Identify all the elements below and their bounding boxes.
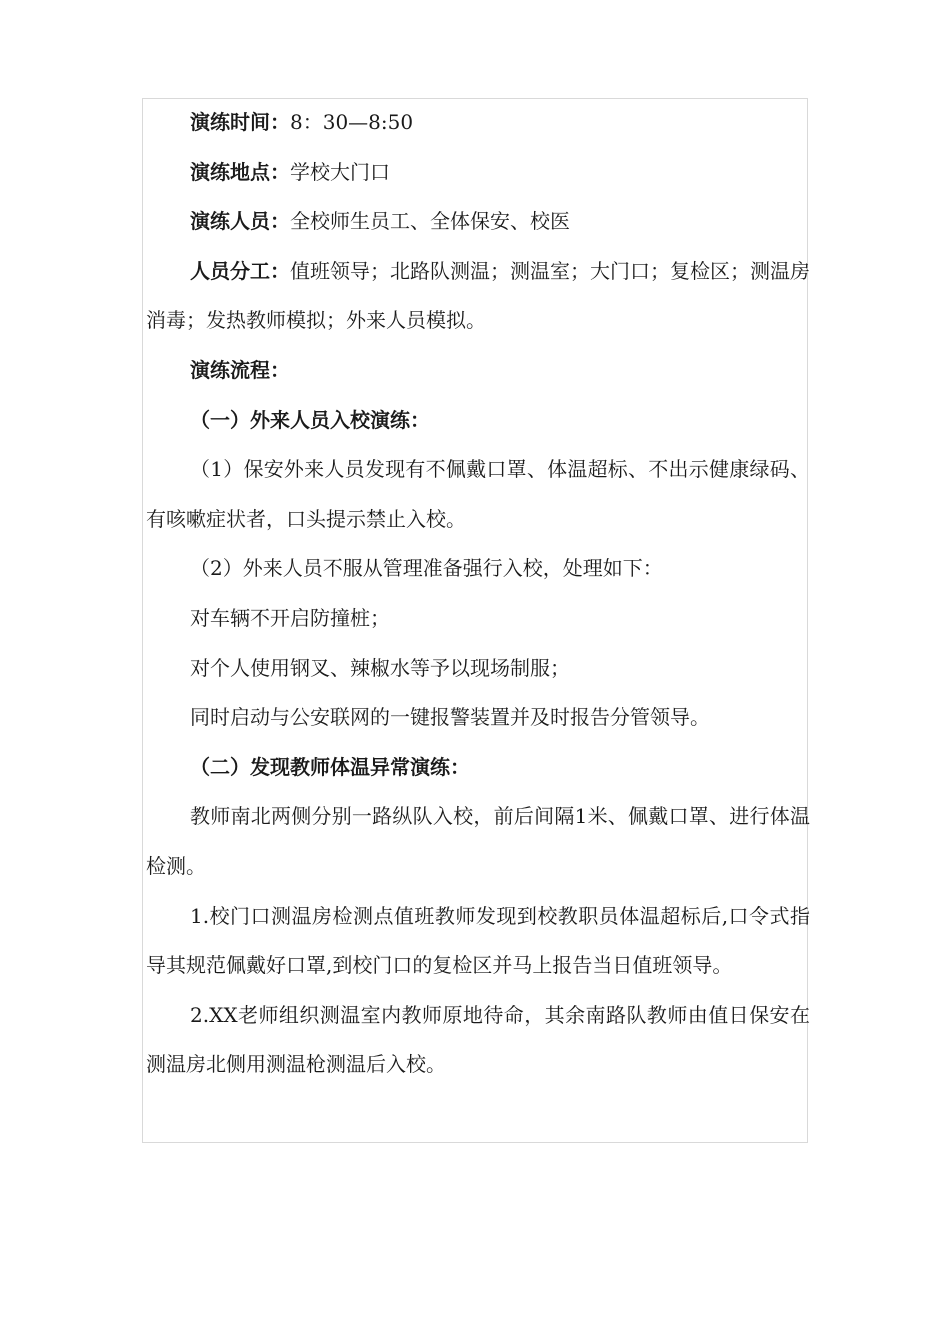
drill-time [146,98,810,148]
document-body [146,98,810,1090]
staff-division-label: 人员分工： [190,258,290,283]
section2-paragraph-1: 教师南北两侧分别一路纵队入校，前后间隔1米、佩戴口罩、进行体温检测。 [146,804,810,878]
section1-title: （一）外来人员入校演练： [190,407,430,432]
section2-title: （二）发现教师体温异常演练： [190,754,470,779]
process-title: 演练流程： [190,357,290,382]
drill-time-value: 8：30—8:50 [290,110,414,134]
drill-people [146,197,810,247]
section2-paragraph-3: 2.XX老师组织测温室内教师原地待命，其余南路队教师由值日保安在测温房北侧用测温枪测温后入校。 [146,1002,810,1077]
drill-time-label: 演练时间： [190,110,290,134]
drill-place-value: 学校大门口 [290,159,390,184]
section1-paragraph-2: （2）外来人员不服从管理准备强行入校，处理如下： [190,556,663,581]
drill-people-value: 全校师生员工、全体保安、校医 [290,209,570,234]
drill-place [146,148,810,198]
staff-division-value: 值班领导；北路队测温；测温室；大门口；复检区；测温房消毒；发热教师模拟；外来人员模拟。 [146,258,810,333]
drill-people-label: 演练人员： [190,209,290,234]
section1-paragraph-4: 对个人使用钢叉、辣椒水等予以现场制服； [190,655,570,680]
section1-paragraph-1: （1）保安外来人员发现有不佩戴口罩、体温超标、不出示健康绿码、有咳嗽症状者，口头提示禁止入校。 [146,457,810,531]
drill-place-label: 演练地点： [190,159,290,184]
section1-paragraph-5: 同时启动与公安联网的一键报警装置并及时报告分管领导。 [190,705,710,730]
staff-division [146,247,810,346]
section1-paragraph-3: 对车辆不开启防撞桩； [190,605,390,630]
section2-paragraph-2: 1.校门口测温房检测点值班教师发现到校教职员体温超标后,口令式指导其规范佩戴好口罩,到校门口的复检区并马上报告当日值班领导。 [146,903,810,978]
